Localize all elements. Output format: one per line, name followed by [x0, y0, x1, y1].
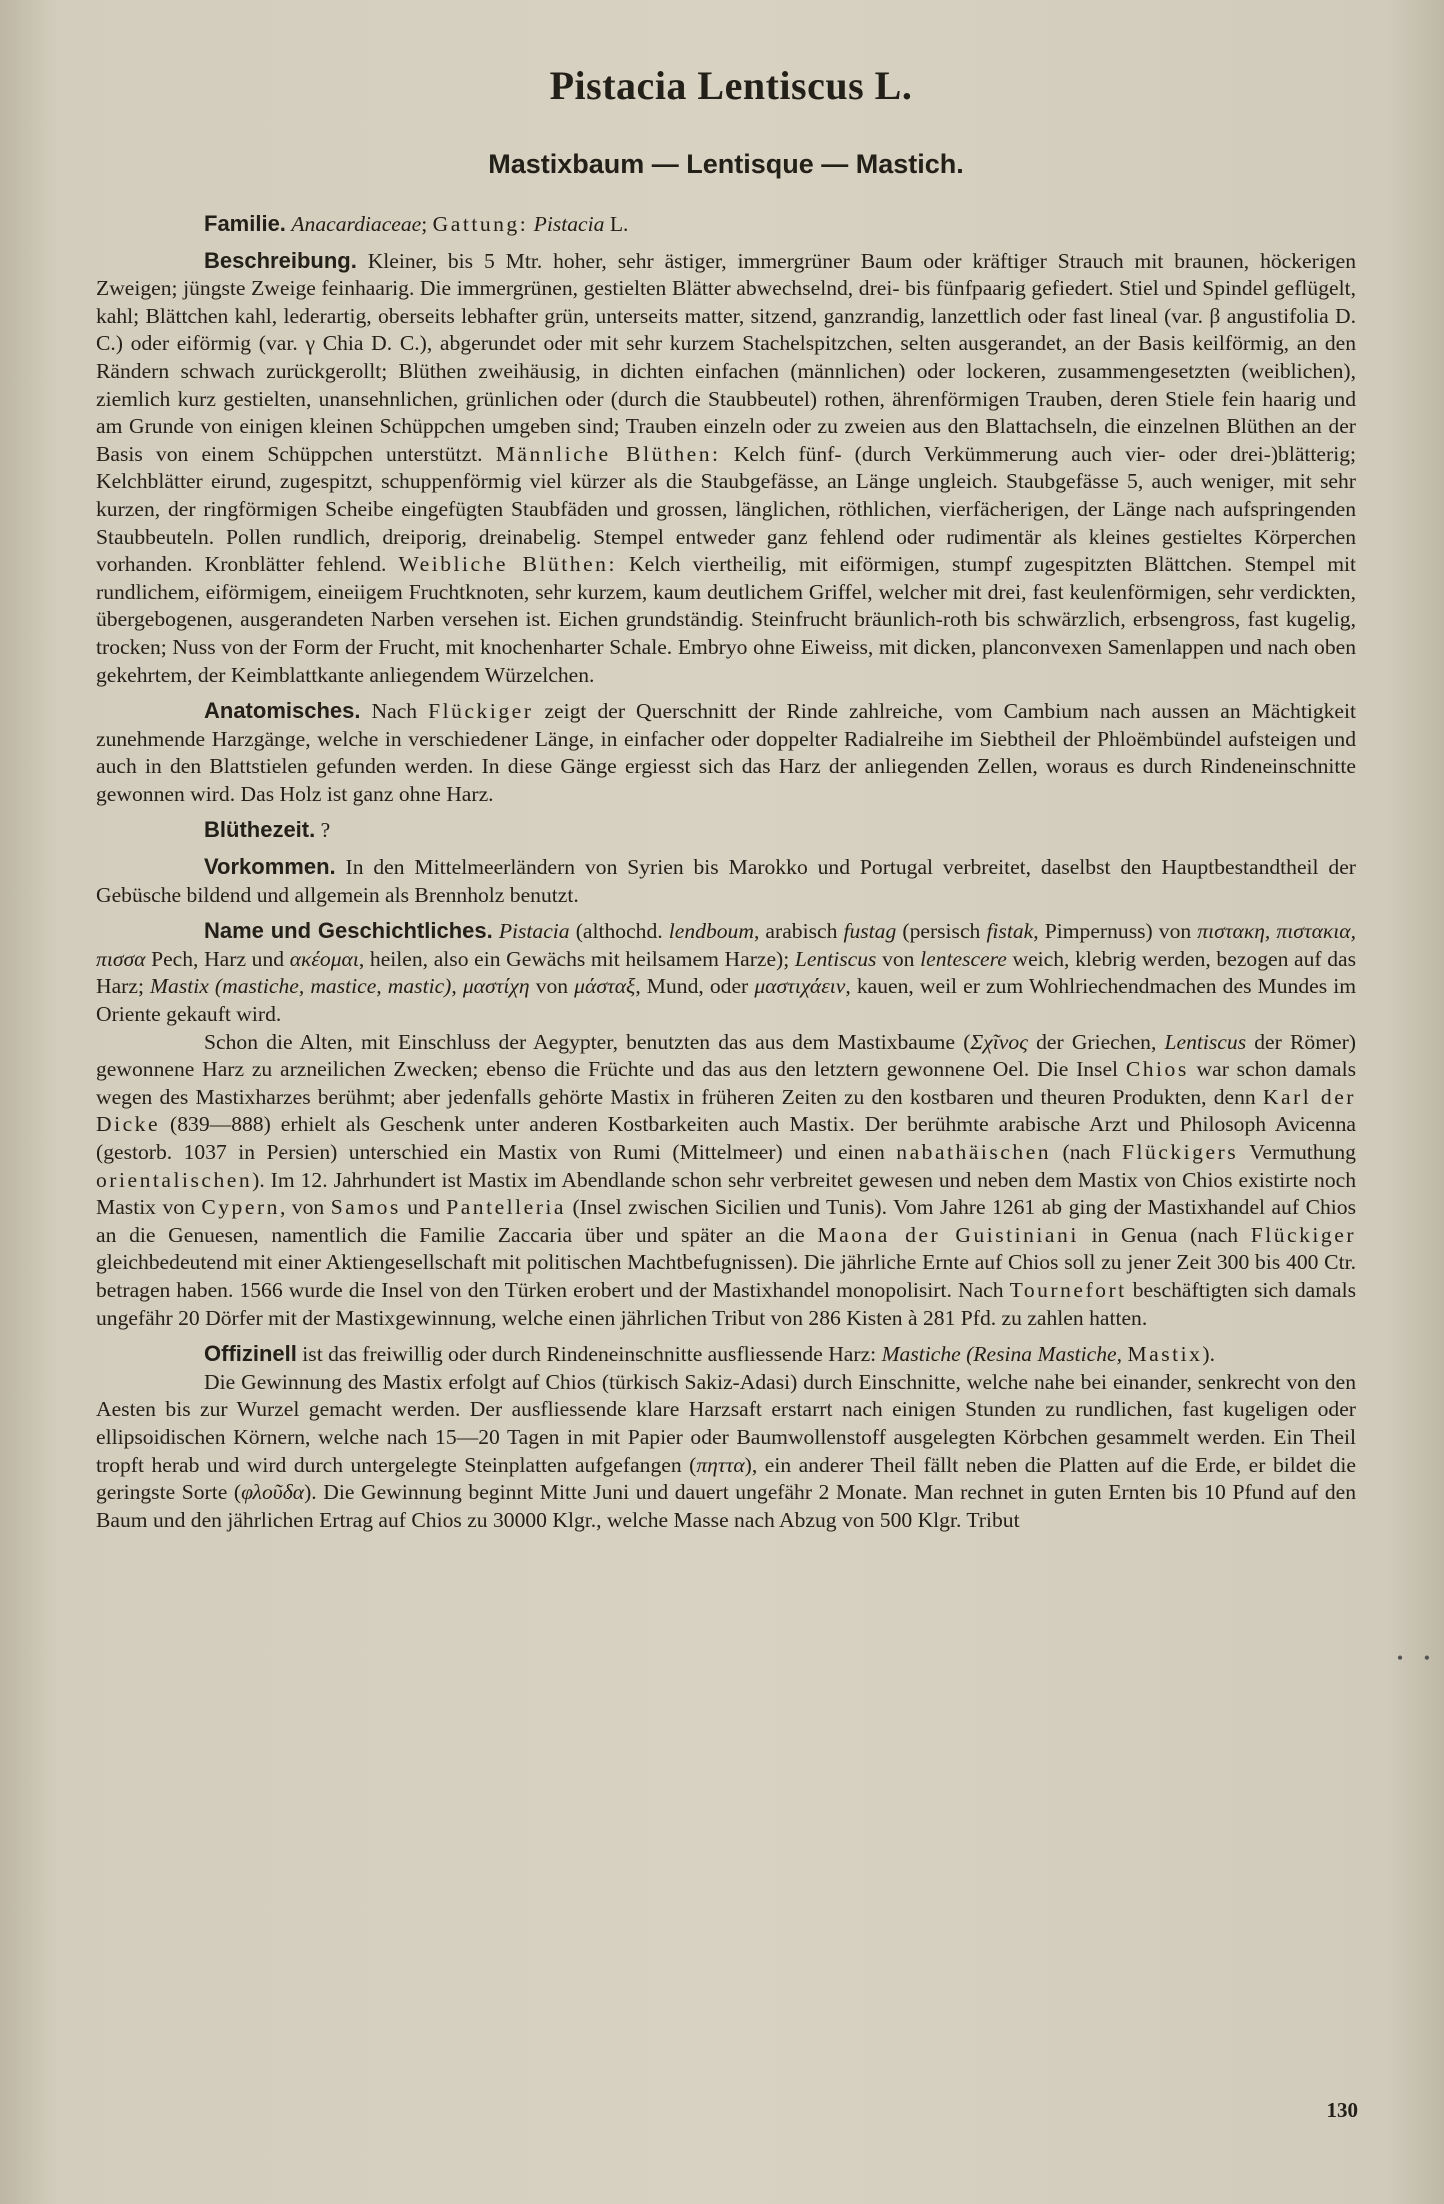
term-pistacia: Pistacia: [498, 919, 570, 944]
beschreibung-heading: Beschreibung.: [204, 247, 357, 273]
text-run: (althochd.: [569, 919, 669, 944]
text-run: weich, klebrig werden, bezogen auf das Harz;: [96, 946, 1356, 999]
author-tournefort: Tournefort: [1009, 1277, 1127, 1302]
section-familie: [96, 210, 1356, 239]
greek-term: φλοῦδα: [241, 1480, 305, 1505]
term-nabathaeisch: nabathäischen: [896, 1140, 1052, 1164]
text-run: (persisch: [896, 919, 987, 944]
vorkommen-heading: Vorkommen.: [204, 854, 336, 880]
term-orientalisch: orientalischen: [96, 1167, 253, 1192]
genus-name: Pistacia: [533, 212, 605, 236]
page-title: Pistacia Lentiscus L.: [549, 63, 913, 108]
text-run: beschäftigten sich damals ungefähr 20 Dörfer mit der Mastixgewinnung, welche einen jährlichen Tribut von 286 Kisten à 281 Pfd. zu zahlen hatten.: [96, 1277, 1357, 1330]
term-fustag: fustag: [843, 919, 897, 944]
text-run: , von: [279, 1195, 331, 1220]
offizinell-heading: Offizinell: [204, 1341, 297, 1367]
section-name-geschichte: [96, 917, 1356, 1028]
section-offizinell: [96, 1340, 1356, 1369]
text-run: gleichbedeutend mit einer Aktiengesellschaft mit politischen Machtbefugnissen). Die jährliche Ernte auf Chios soll zu jener Zeit 300 bis 400 Ctr. betragen haben. 1566 wurde die Insel von den Türken erobert und der Mastixhandel monopolisirt. Nach: [96, 1250, 1356, 1302]
section-bluethezeit: [96, 816, 1356, 845]
text-run: (Insel zwischen Sicilien und Tunis). Vom Jahre 1261 ab ging der Mastixhandel auf Chios an die Genuesen, namentlich die Familie Zaccaria über und später an die: [96, 1195, 1357, 1247]
anatomisches-text-2: zeigt der Querschnitt der Rinde zahlreiche, vom Cambium nach aussen an Mächtigkeit zunehmende Harzgänge, welche in verschiedener Länge, in einfacher oder doppelter Radialreihe im Siebtheil der Phloëmbündel aufsteigen und auch in den Blattstielen gefunden werden. In diese Gänge ergiesst sich das Harz der anliegenden Zellen, woraus es durch Rindeneinschnitte gewonnen wird. Das Holz ist ganz ohne Harz.: [96, 699, 1356, 806]
text-run: (839—888) erhielt als Geschenk unter anderen Kostbarkeiten auch Mastix. Der berühmte arabische Arzt und Philosoph Avicenna (gestorb. 1037 in Persien) unterschied ein Mastix von Rumi (Mittelmeer) und einen: [96, 1112, 1356, 1164]
margin-dots: • •: [1396, 1648, 1438, 1668]
greek-term: ακέομαι: [289, 946, 359, 971]
place-samos: Samos: [330, 1195, 401, 1220]
text-run: ). Im 12. Jahrhundert ist Mastix im Abendlande schon sehr verbreitet gewesen und neben dem Mastix von Chios existirte noch Mastix von: [96, 1167, 1356, 1220]
greek-term: Σχῖνος: [970, 1029, 1028, 1054]
gattung-label: Gattung:: [432, 212, 529, 236]
text-run: ). Die Gewinnung beginnt Mitte Juni und dauert ungefähr 2 Monate. Man rechnet in guten Ernten bis 10 Pfund auf den Baum und den jährlichen Ertrag auf Chios zu 30000 Klgr., welche Masse nach Abzug von 500 Klgr. Tribut: [96, 1480, 1356, 1532]
paragraph-history: [96, 1029, 1356, 1333]
text-run: Vermuthung: [1238, 1140, 1356, 1164]
term-lentiscus: Lentiscus: [1164, 1029, 1247, 1054]
male-flowers-label: Männliche Blüthen:: [495, 441, 721, 466]
term-lentiscus: Lentiscus: [794, 946, 877, 971]
text-run: der Griechen,: [1027, 1029, 1165, 1054]
term-fistak: fistak: [986, 919, 1034, 944]
text-run: , Pimpernuss) von: [1033, 919, 1198, 944]
greek-term: πηττα: [696, 1452, 745, 1477]
term-mastix: Mastix: [1127, 1342, 1203, 1367]
family-name: Anacardiaceae: [291, 212, 422, 236]
person-karl: Karl der Dicke: [96, 1084, 1356, 1137]
text-run: ist das freiwillig oder durch Rindeneinschnitte ausfliessende Harz:: [296, 1342, 882, 1367]
text-run: , kauen, weil er zum Wohlriechendmachen des Mundes im Oriente gekauft wird.: [96, 974, 1357, 1027]
term-maona: Maona der Guistiniani: [817, 1222, 1079, 1247]
page-subtitle: Mastixbaum — Lentisque — Mastich.: [488, 149, 964, 179]
place-chios: Chios: [1125, 1057, 1189, 1082]
female-flowers-label: Weibliche Blüthen:: [398, 552, 617, 577]
greek-term: μαστίχη: [462, 974, 530, 999]
greek-term: μάσταξ: [574, 974, 636, 999]
greek-term: μαστιχάειν: [754, 974, 846, 999]
text-run: , arabisch: [753, 919, 844, 944]
author-flueckiger: Flückiger: [1250, 1222, 1357, 1247]
text-run: , Mund, oder: [635, 974, 755, 999]
text-run: und: [400, 1195, 447, 1220]
author-flueckiger: Flückiger: [428, 699, 534, 724]
term-mastiche: Mastiche (Resina Mastiche,: [881, 1342, 1123, 1367]
section-anatomisches: [96, 697, 1356, 808]
text-run: in Genua (nach: [1078, 1222, 1251, 1247]
page-number: 130: [1326, 2098, 1358, 2122]
text-run: , heilen, also ein Gewächs mit heilsamem Harze);: [358, 946, 795, 971]
bluethezeit-text: ?: [315, 818, 331, 843]
name-geschichte-heading: Name und Geschichtliches.: [204, 918, 493, 944]
text-run: (nach: [1051, 1140, 1122, 1164]
section-beschreibung: [96, 247, 1356, 690]
text-run: Die Gewinnung des Mastix erfolgt auf Chios (türkisch Sakiz-Adasi) durch Einschnitte, welche nahe bei einander, senkrecht von den Aesten bis zur Wurzel gemacht werden. Der ausfliessende klare Harzsaft erstarrt nach einigen Stunden zu rundlichen, fast kugeligen oder ellipsoidischen Körnern, welche nach 15—20 Tagen in mit Papier oder Baumwollenstoff ausgelegten Körbchen gesammelt werden. Ein Theil tropft herab und wird durch untergelegte Steinplatten aufgefangen (: [96, 1369, 1356, 1477]
separator: ;: [421, 212, 433, 236]
beschreibung-text-1: Kleiner, bis 5 Mtr. hoher, sehr ästiger, immergrüner Baum oder kräftiger Strauch mit braunen, höckerigen Zweigen; jüngste Zweige feinhaarig. Die immergrünen, gestielten Blätter abwechselnd, drei- bis fünfpaarig gefiedert. Stiel und Spindel geflügelt, kahl; Blättchen kahl, lederartig, oberseits lebhafter grün, unterseits matter, sitzend, ganzrandig, lanzettlich oder fast lineal (var. β angustifolia D. C.) oder eiförmig (var. γ Chia D. C.), abgerundet oder mit sehr kurzem Stachelspitzchen, selten ausgerandet, an der Basis keilförmig, an den Rändern schwach zurückgerollt; Blüthen zweihäusig, in dichten einfachen (männlichen) oder lockeren, zusammengesetzten (weiblichen), ziemlich kurz gestielten, unansehnlichen, grünlichen oder (durch die Staubbeutel) rothen, ährenförmigen Trauben, deren Stiele fein haarig und am Grunde von einigen kleinen Schüppchen umgeben sind; Trauben einzeln oder zu zweien aus den Blattachseln, die einzelnen Blüthen an der Basis von einem Schüppchen unterstützt.: [96, 248, 1356, 466]
anatomisches-heading: Anatomisches.: [204, 698, 361, 724]
genus-authority: L.: [604, 212, 629, 236]
text-run: ).: [1202, 1342, 1216, 1367]
text-run: war schon damals wegen des Mastixharzes berühmt; aber jedenfalls gehörte Mastix in früheren Zeiten zu den kostbaren und theuren Produkten, denn: [96, 1057, 1356, 1109]
page-content: [96, 62, 1356, 1542]
text-run: ,: [451, 974, 463, 999]
beschreibung-text-3: Kelch viertheilig, mit eiförmigen, stumpf zugespitzten Blättchen. Stempel mit rundlichem, eiförmigem, eineiigem Fruchtknoten, sehr kurzem, kaum deutlichem Griffel, welcher mit drei, fast keulenförmigen, sehr verdickten, übergebogenen, ausgerandeten Narben versehen ist. Eichen grundständig. Steinfrucht bräunlich-roth bis schwärzlich, erbsengross, fast kugelig, trocken; Nuss von der Form der Frucht, mit knochenharter Schale. Embryo ohne Eiweiss, mit dicken, planconvexen Samenlappen und nach oben gekehrtem, der Keimblattkante anliegendem Würzelchen.: [96, 552, 1356, 687]
greek-term: πιστακη, πιστακια, πισσα: [96, 919, 1357, 971]
place-cypern: Cypern: [201, 1195, 280, 1220]
vorkommen-text: In den Mittelmeerländern von Syrien bis Marokko und Portugal verbreitet, daselbst den Hauptbestandtheil der Gebüsche bildend und allgemein als Brennholz benutzt.: [96, 855, 1356, 907]
anatomisches-text-1: Nach: [360, 699, 429, 724]
section-vorkommen: [96, 853, 1356, 909]
familie-heading: Familie.: [204, 211, 286, 236]
text-run: Schon die Alten, mit Einschluss der Aegypter, benutzten das aus dem Mastixbaume (: [204, 1029, 971, 1054]
paragraph-gewinnung: [96, 1369, 1356, 1535]
place-pantelleria: Pantelleria: [446, 1195, 567, 1220]
bluethezeit-heading: Blüthezeit.: [204, 817, 316, 843]
text-run: der Römer) gewonnene Harz zu arzneilichen Zwecken; ebenso die Früchte und das aus den letztern gewonnene Oel. Die Insel: [96, 1029, 1356, 1082]
author-flueckiger: Flückigers: [1121, 1140, 1239, 1164]
text-run: von: [876, 946, 921, 971]
term-mastix: Mastix (mastiche, mastice, mastic): [150, 974, 452, 999]
term-lentescere: lentescere: [920, 946, 1007, 971]
text-run: Pech, Harz und: [145, 946, 290, 971]
beschreibung-text-2: Kelch fünf- (durch Verkümmerung auch vier- oder drei-)blätterig; Kelchblätter eirund, zugespitzt, schuppenförmig viel kürzer als die Staubgefässe, an Länge ungleich. Staubgefässe 5, auch weniger, mit sehr kurzen, der ringförmigen Scheibe eingefügten Staubfäden und grossen, länglichen, röthlichen, vierfächerigen, der Länge nach aufspringenden Staubbeuteln. Pollen rundlich, dreiporig, dreinabelig. Stempel entweder ganz fehlend oder rudimentär als kleines gestieltes Körperchen vorhanden. Kronblätter fehlend.: [96, 441, 1357, 577]
text-run: ), ein anderer Theil fällt neben die Platten auf die Erde, er bildet die geringste Sorte (: [96, 1452, 1356, 1505]
text-run: von: [529, 974, 575, 999]
term-lendboum: lendboum: [668, 919, 754, 944]
